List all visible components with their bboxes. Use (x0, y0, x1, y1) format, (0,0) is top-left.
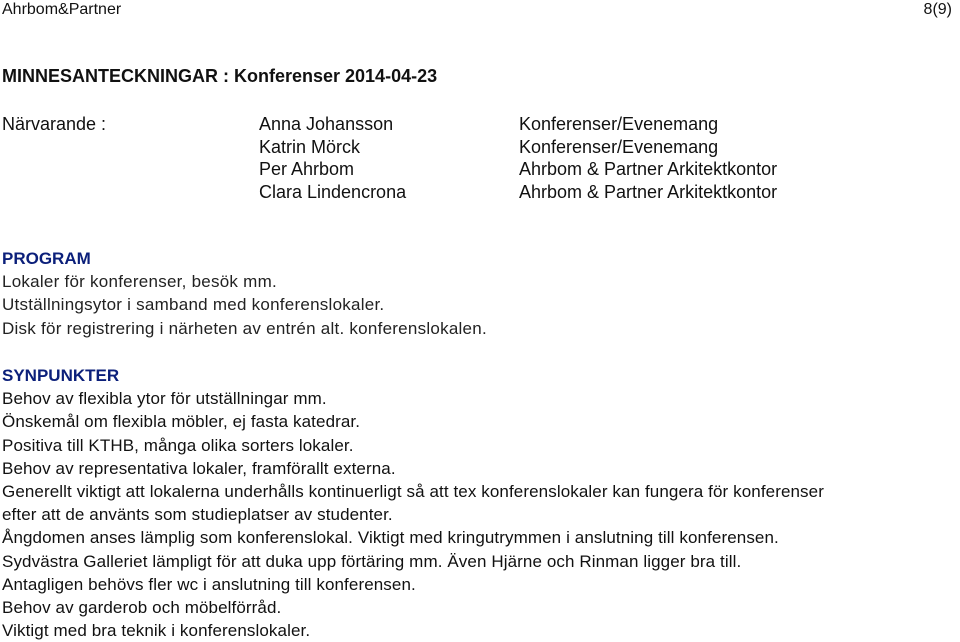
program-line: Disk för registrering i närheten av entrén alt. konferenslokalen. (2, 318, 487, 338)
synpunkter-line: Sydvästra Galleriet lämpligt för att duka upp förtäring mm. Även Hjärne och Rinman ligger bra till. (2, 551, 742, 571)
synpunkter-line: Behov av garderob och möbelförråd. (2, 598, 282, 618)
attendee-name: Per Ahrbom (259, 159, 355, 179)
attendee-org: Konferenser/Evenemang (519, 114, 719, 134)
attendee-org: Konferenser/Evenemang (519, 136, 719, 157)
synpunkter-line: Generellt viktigt att lokalerna underhålls kontinuerligt så att tex konferenslokaler kan fungera för konferenser (2, 482, 824, 502)
attendee-name: Katrin Mörck (259, 136, 361, 157)
attendee-org: Ahrbom & Partner Arkitektkontor (519, 181, 778, 202)
synpunkter-line: Behov av flexibla ytor för utställningar mm. (2, 389, 327, 409)
synpunkter-line: Ångdomen anses lämplig som konferenslokal. Viktigt med kringutrymmen i anslutning till konferensen. (2, 528, 779, 548)
attendee-name: Anna Johansson (259, 114, 394, 134)
synpunkter-line: Viktigt med bra teknik i konferenslokaler. (2, 621, 311, 641)
synpunkter-line: Behov av representativa lokaler, framförallt externa. (2, 458, 396, 478)
page-number: 8(9) (923, 1, 952, 18)
attendee-org: Ahrbom & Partner Arkitektkontor (519, 159, 778, 179)
synpunkter-line: efter att de använts som studieplatser av studenter. (2, 505, 393, 525)
program-line: Utställningsytor i samband med konferenslokaler. (2, 295, 385, 315)
synpunkter-line: Önskemål om flexibla möbler, ej fasta katedrar. (2, 412, 361, 432)
attendee-name: Clara Lindencrona (259, 181, 407, 202)
synpunkter-line: Antagligen behövs fler wc i anslutning till konferensen. (2, 574, 416, 594)
program-section (2, 247, 942, 340)
program-heading: PROGRAM (2, 249, 91, 268)
synpunkter-section (2, 364, 957, 642)
company-name: Ahrbom&Partner (2, 1, 122, 18)
program-line: Lokaler för konferenser, besök mm. (2, 272, 277, 292)
attendee-names (259, 113, 406, 203)
synpunkter-line: Positiva till KTHB, många olika sorters lokaler. (2, 435, 354, 455)
page-header (0, 0, 960, 19)
document-title: MINNESANTECKNINGAR : Konferenser 2014-04-23 (2, 66, 438, 86)
attendance-label: Närvarande : (2, 114, 107, 134)
attendee-organizations (519, 113, 777, 203)
synpunkter-heading: SYNPUNKTER (2, 366, 120, 385)
